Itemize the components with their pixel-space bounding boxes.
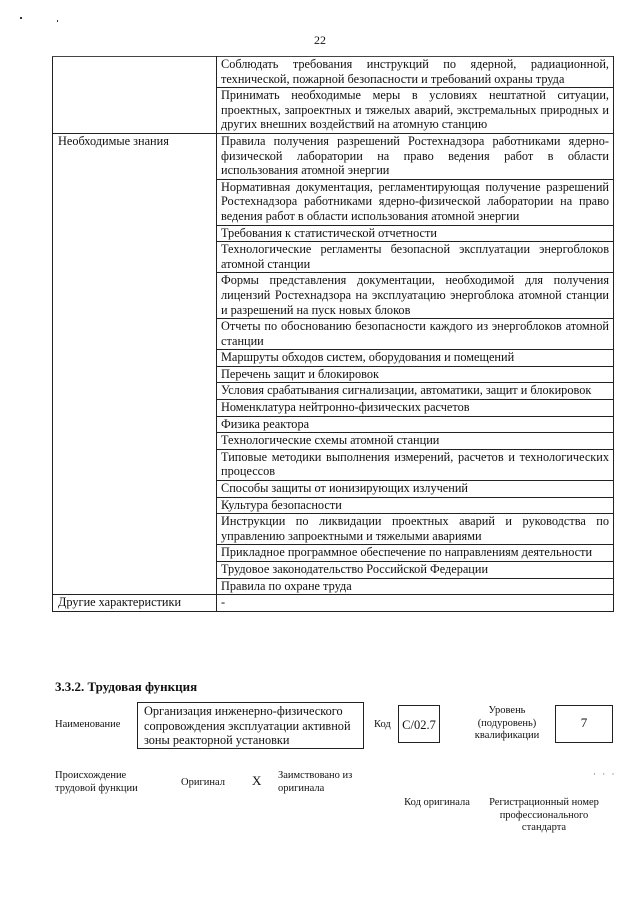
- table-row: [53, 595, 614, 612]
- row-label: [53, 57, 217, 134]
- function-code-box: C/02.7: [398, 705, 440, 743]
- level-box: 7: [555, 705, 613, 743]
- table-cell: Технологические регламенты безопасной эксплуатации энергоблоков атомной станции: [217, 242, 614, 273]
- row-label: Другие характеристики: [53, 595, 217, 612]
- table-cell: Физика реактора: [217, 416, 614, 433]
- level-label: Уровень (подуровень) квалификации: [474, 705, 540, 741]
- table-cell: Перечень защит и блокировок: [217, 366, 614, 383]
- table-cell: -: [217, 595, 614, 612]
- table-cell: Нормативная документация, регламентирующая получение разрешений Ростехнадзора работниками ядерно-физической лаборатории на право ведения работ в области использования атомной энергии: [217, 179, 614, 225]
- table-cell: Инструкции по ликвидации проектных аварий и руководства по управлению запроектными и тяжелыми авариями: [217, 514, 614, 545]
- table-cell: Маршруты обходов систем, оборудования и помещений: [217, 350, 614, 367]
- original-check-mark: X: [252, 773, 262, 788]
- borrowed-label: Заимствовано из оригинала: [278, 770, 353, 794]
- origin-label: Происхождение трудовой функции: [55, 770, 138, 794]
- table-cell: Прикладное программное обеспечение по направлениям деятельности: [217, 545, 614, 562]
- table-row: [53, 133, 614, 179]
- table-cell: Технологические схемы атомной станции: [217, 433, 614, 450]
- table-row: [53, 57, 614, 88]
- table-cell: Способы защиты от ионизирующих излучений: [217, 481, 614, 498]
- scan-speck: [20, 17, 22, 19]
- table-cell: Культура безопасности: [217, 497, 614, 514]
- page-number: 22: [314, 33, 326, 47]
- scan-speck: [57, 20, 58, 22]
- table-cell: Правила по охране труда: [217, 578, 614, 595]
- row-label: Необходимые знания: [53, 133, 217, 594]
- table-cell: Номенклатура нейтронно-физических расчетов: [217, 400, 614, 417]
- section-heading: 3.3.2. Трудовая функция: [55, 679, 198, 694]
- table-cell: Формы представления документации, необходимой для получения лицензий Ростехнадзора на эксплуатацию энергоблока атомной станции и разрешений на пуск новых блоков: [217, 273, 614, 319]
- code-label: Код: [374, 719, 391, 730]
- table-cell: Отчеты по обоснованию безопасности каждого из энергоблоков атомной станции: [217, 319, 614, 350]
- original-label: Оригинал: [181, 777, 225, 788]
- table-cell: Трудовое законодательство Российской Федерации: [217, 562, 614, 579]
- table-cell: Условия срабатывания сигнализации, автоматики, защит и блокировок: [217, 383, 614, 400]
- competency-table: [52, 56, 614, 612]
- original-code-label: Код оригинала: [404, 797, 470, 808]
- registration-number-label: Регистрационный номер профессионального стандарта: [489, 797, 599, 833]
- name-label: Наименование: [55, 719, 121, 730]
- table-cell: Правила получения разрешений Ростехнадзора работниками ядерно-физической лаборатории на право ведения работ в области использования атомной энергии: [217, 133, 614, 179]
- table-cell: Типовые методики выполнения измерений, расчетов и технологических процессов: [217, 449, 614, 480]
- table-cell: Принимать необходимые меры в условиях нештатной ситуации, проектных, запроектных и тяжелых аварий, экстремальных природных и других внешних воздействий на атомную станцию: [217, 88, 614, 134]
- table-cell: Соблюдать требования инструкций по ядерной, радиационной, технической, пожарной безопасности и требований охраны труда: [217, 57, 614, 88]
- scan-dots: · · ·: [593, 769, 617, 779]
- function-name-box: Организация инженерно-физического сопровождения эксплуатации активной зоны реакторной установки: [137, 702, 364, 749]
- table-cell: Требования к статистической отчетности: [217, 225, 614, 242]
